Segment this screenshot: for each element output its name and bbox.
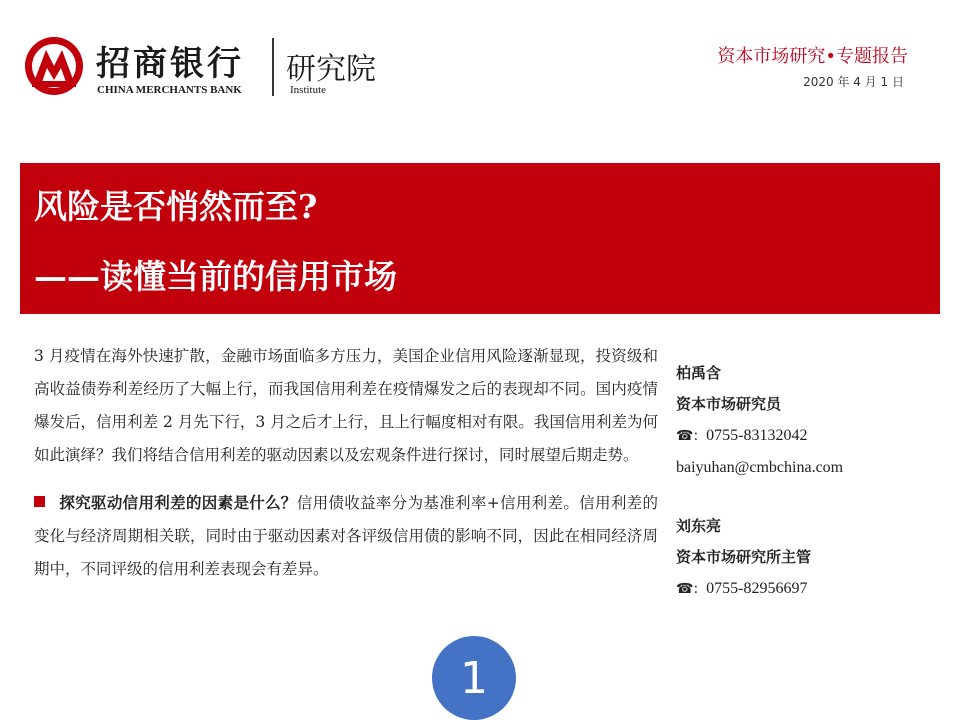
analyst-card — [676, 358, 946, 483]
cmb-logo-icon — [24, 36, 84, 96]
analyst-role: 资本市场研究所主管 — [676, 548, 812, 566]
brand-divider — [272, 38, 274, 96]
brand-name-en: CHINA MERCHANTS BANK — [97, 84, 242, 96]
summary-paragraph: 3 月疫情在海外快速扩散，金融市场面临多方压力，美国企业信用风险逐渐显现，投资级和高收益债券利差经历了大幅上行，而我国信用利差在疫情爆发之后的表现却不同。国内疫情爆发后，信用利差 2 月先下行，3 月之后才上行，且上行幅度相对有限。我国信用利差为何如此演绎？我们将结合信用利差的驱动因素以及宏观条件进行探讨，同时展望后期走势。 — [34, 347, 658, 464]
phone-icon: ☎: — [676, 581, 699, 597]
brand-name-cn: 招商银行 — [96, 44, 244, 84]
analyst-phone: ☎: 0755-83132042 — [676, 427, 808, 444]
institute-name-cn: 研究院 — [286, 52, 376, 87]
phone-icon: ☎: — [676, 428, 699, 444]
report-title: 风险是否悄然而至? — [34, 187, 318, 226]
title-banner — [20, 163, 940, 314]
analyst-phone: ☎: 0755-82956697 — [676, 580, 808, 597]
analyst-card — [676, 511, 946, 605]
analyst-panel — [676, 358, 946, 633]
bullet-square-icon — [34, 496, 45, 507]
analyst-role: 资本市场研究员 — [676, 395, 782, 413]
bullet-lead: 探究驱动信用利差的因素是什么？ — [59, 493, 297, 512]
summary-bullet — [34, 486, 658, 586]
bullet-text: 信用债收益率分为基准利率+信用利差。信用利差的变化与经济周期相关联，同时由于驱动因素对各评级信用债的影响不同，因此在相同经济周期中，不同评级的信用利差表现会有差异。 — [34, 494, 658, 578]
report-summary — [34, 340, 658, 586]
analyst-name: 柏禹含 — [676, 364, 722, 382]
report-type: 资本市场研究•专题报告 — [717, 46, 908, 67]
analyst-name: 刘东亮 — [676, 517, 722, 535]
institute-name-en: Institute — [290, 84, 327, 96]
analyst-email[interactable]: baiyuhan@cmbchina.com — [676, 459, 844, 476]
page-number-badge: 1 — [432, 636, 516, 720]
report-date: 2020 年 4 月 1 日 — [803, 75, 904, 89]
report-subtitle: ——读懂当前的信用市场 — [34, 257, 397, 296]
